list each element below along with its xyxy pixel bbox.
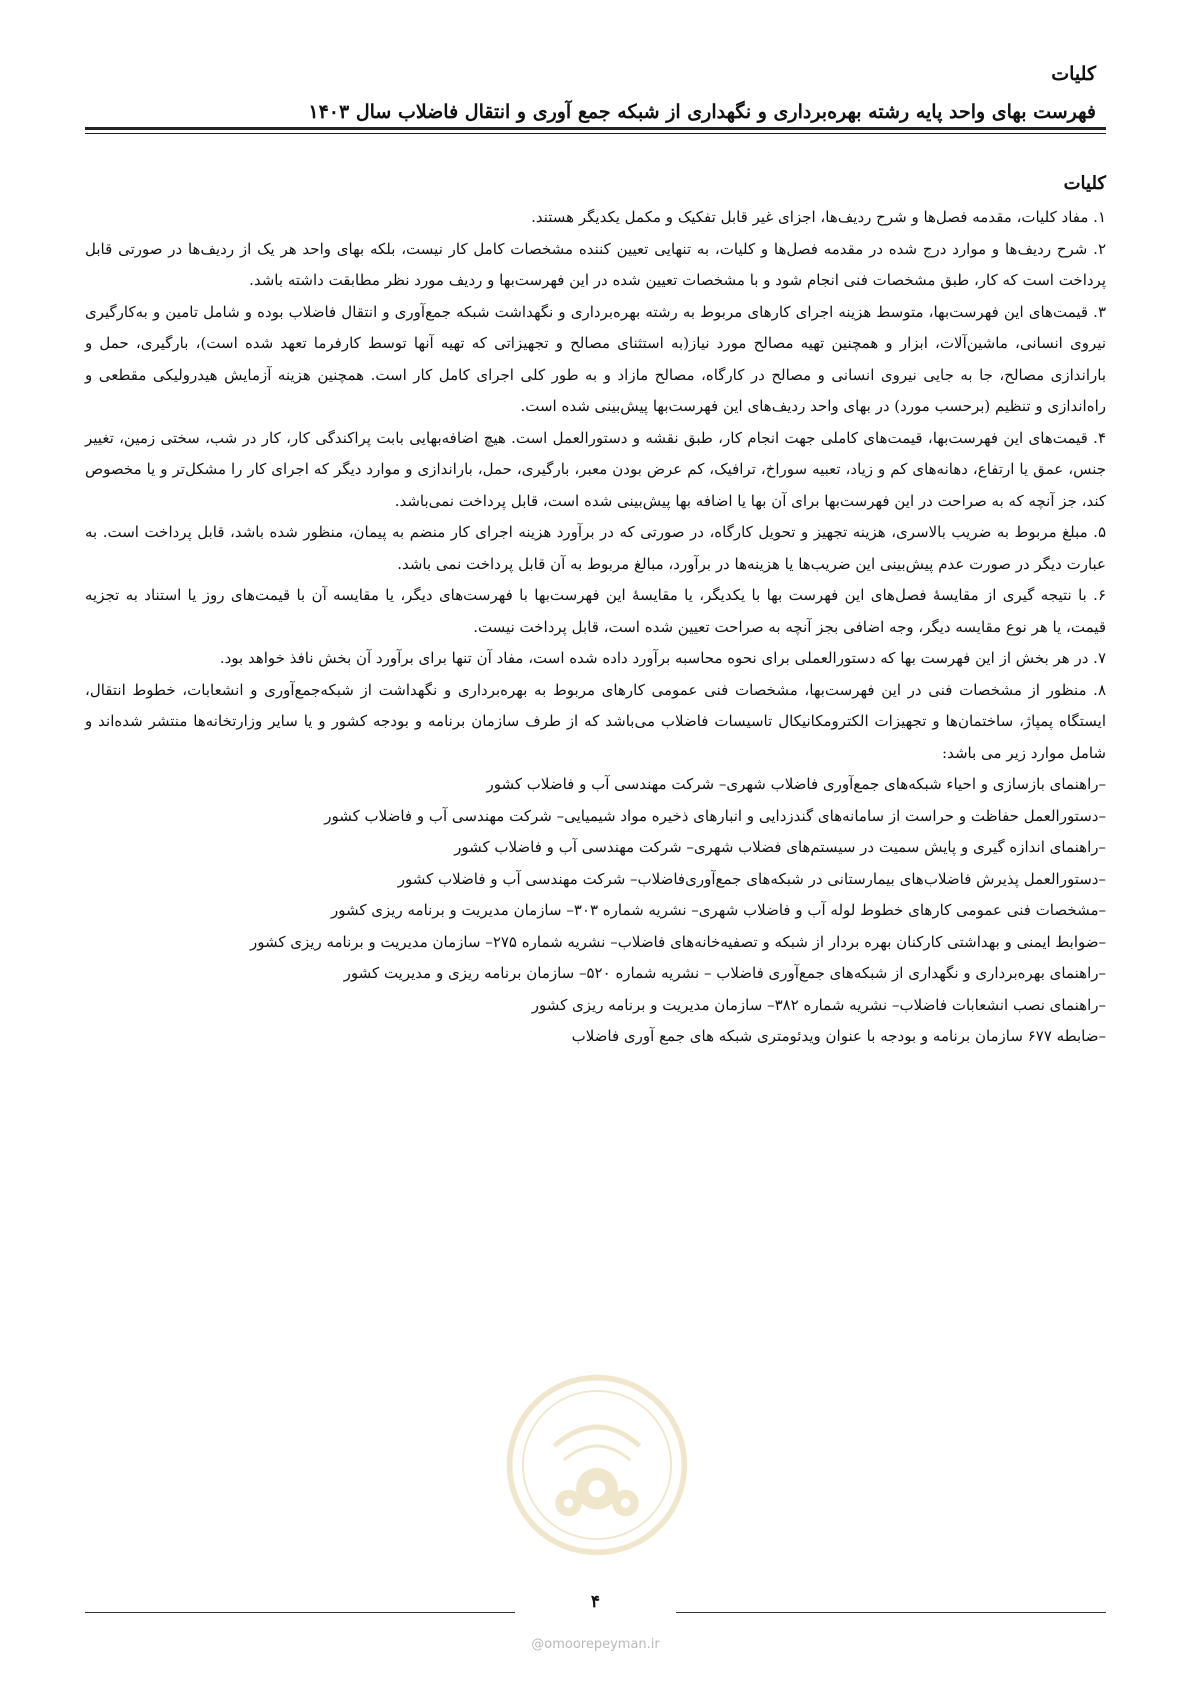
reference-item: –ضوابط ایمنی و بهداشتی کارکنان بهره بردار از شبکه و تصفیه‌خانه‌های فاضلاب– نشریه شماره ۲۷۵– سازمان مدیریت و برنامه ریزی کشور: [249, 932, 1106, 951]
paragraph-2: ۲. شرح ردیف‌ها و موارد درج شده در مقدمه فصل‌ها و کلیات، به تنهایی تعیین کننده مشخصات کامل کار نیست، بلکه بهای واحد هر یک از ردیف‌ها در صورتی قابل پرداخت است که کار، طبق مشخصات فنی انجام شود و با مشخصات تعیین شده در این فهرست‌بها و ردیف مورد نظر مطابقت داشته باشد.: [85, 239, 1106, 289]
paragraph-5: ۵. مبلغ مربوط به ضریب بالاسری، هزینه تجهیز و تحویل کارگاه، در صورتی که در برآورد هزینه اجرای کار منضم به پیمان، منظور شده باشد، قابل پرداخت است. به عبارت دیگر در صورت عدم پیش‌بینی این ضریب‌ها یا هزینه‌ها در برآورد، مبالغ مربوط به آن قابل پرداخت نمی باشد.: [85, 523, 1106, 573]
reference-item: –ضابطه ۶۷۷ سازمان برنامه و بودجه با عنوان ویدئومتری شبکه های جمع آوری فاضلاب: [571, 1027, 1106, 1045]
paragraph-1: ۱. مفاد کلیات، مقدمه فصل‌ها و شرح ردیف‌ها، اجزای غیر قابل تفکیک و مکمل یکدیگر هستند.: [531, 208, 1106, 226]
reference-item: –مشخصات فنی عمومی کارهای خطوط لوله آب و فاضلاب شهری– نشریه شماره ۳۰۳– سازمان مدیریت و برنامه ریزی کشور: [331, 901, 1106, 919]
reference-item: –راهنمای اندازه گیری و پایش سمیت در سیستم‌های فضلاب شهری– شرکت مهندسی آب و فاضلاب کشور: [454, 838, 1106, 856]
site-credit: @omoorepeyman.ir: [531, 1637, 660, 1652]
paragraph-3: ۳. قیمت‌های این فهرست‌بها، متوسط هزینه اجرای کارهای مربوط به رشته بهره‌برداری و نگهداشت شبکه جمع‌آوری و انتقال فاضلاب بوده و شامل تامین و به‌کارگیری نیروی انسانی، ماشین‌آلات، ابزار و همچنین تهیه مصالح مورد نیاز(به استثنای مصالح و تجهیزاتی که تهیه آنها توسط کارفرما تعهد شده است)، بارگیری، حمل و باراندازی مصالح، جا به جایی نیروی انسانی و مصالح در کارگاه، مصالح مازاد و به طور کلی اجرای کامل کار است. همچنین هزینه آزمایش هیدرولیکی مقطعی و راه‌اندازی و تنظیم (برحسب مورد) در بهای واحد ردیف‌های این فهرست‌بها پیش‌بینی شده است.: [85, 302, 1106, 415]
seal-watermark-icon: [502, 1370, 692, 1560]
reference-item: –راهنمای نصب انشعابات فاضلاب– نشریه شماره ۳۸۲– سازمان مدیریت و برنامه ریزی کشور: [531, 995, 1106, 1014]
paragraph-4: ۴. قیمت‌های این فهرست‌بها، قیمت‌های کاملی جهت انجام کار، طبق نقشه و دستورالعمل است. هیچ اضافه‌بهایی بابت پراکندگی کار، کار در شب، سختی زمین، تغییر جنس، عمق یا ارتفاع، دهانه‌های کم و زیاد، تعبیه سوراخ، ترافیک، کم عرض بودن معبر، بارگیری، حمل، باراندازی و موارد دیگر که اجرای کار را مشکل‌تر و یا مخصوص کند، جز آنچه که به صراحت در این فهرست‌بها برای آن بها یا اضافه بها پیش‌بینی شده است، قابل پرداخت نمی‌باشد.: [85, 428, 1106, 510]
paragraph-8: ۸. منظور از مشخصات فنی در این فهرست‌بها، مشخصات فنی عمومی کارهای مربوط به بهره‌برداری و نگهداشت از شبکه‌جمع‌آوری و انشعابات، خطوط انتقال، ایستگاه پمپاژ، ساختمان‌ها و تجهیزات الکترومکانیکال تاسیسات فاضلاب می‌باشد که از طرف سازمان برنامه و بودجه کشور و یا سایر وزارتخانه‌ها منتشر شده‌اند و شامل موارد زیر می باشد:: [85, 680, 1106, 762]
reference-item: –راهنمای بازسازی و احیاء شبکه‌های جمع‌آوری فاضلاب شهری– شرکت مهندسی آب و فاضلاب کشور: [486, 775, 1106, 793]
header-section-label: کلیات: [1051, 63, 1096, 85]
reference-item: –راهنمای بهره‌برداری و نگهداری از شبکه‌های جمع‌آوری فاضلاب – نشریه شماره ۵۲۰– سازمان برنامه ریزی و مدیریت کشور: [343, 964, 1106, 982]
header-rule-thick: [85, 127, 1106, 130]
header-rule-thin: [85, 133, 1106, 134]
header-document-title: فهرست بهای واحد پایه رشته بهره‌برداری و نگهداری از شبکه جمع آوری و انتقال فاضلاب سال ۱۴۰۳: [308, 101, 1096, 123]
reference-list: [85, 769, 1106, 1053]
footer-rule-left: [85, 1612, 515, 1613]
page-header: [95, 58, 1096, 128]
paragraph-7: ۷. در هر بخش از این فهرست بها که دستورالعملی برای نحوه محاسبه برآورد داده شده است، مفاد آن تنها برای برآورد آن بخش نافذ خواهد بود.: [219, 649, 1106, 667]
document-body: [85, 168, 1106, 1053]
reference-item: –دستورالعمل پذیرش فاضلاب‌های بیمارستانی در شبکه‌های جمع‌آوری‌فاضلاب– شرکت مهندسی آب و فاضلاب کشور: [397, 869, 1106, 888]
paragraph-6: ۶. با نتیجه گیری از مقایسهٔ فصل‌های این فهرست بها با یکدیگر، یا مقایسهٔ این فهرست‌بها با فهرست‌های دیگر، یا مقایسه آن با قیمت‌های روز یا استناد به تجزیه قیمت، یا هر نوع مقایسه دیگر، وجه اضافی بجز آنچه به صراحت تعیین شده است، قابل پرداخت نیست.: [85, 586, 1106, 636]
footer-rule-right: [676, 1612, 1106, 1613]
reference-item: –دستورالعمل حفاظت و حراست از سامانه‌های گندزدایی و انبارهای ذخیره مواد شیمیایی– شرکت مهندسی آب و فاضلاب کشور: [324, 806, 1106, 825]
page-number: ۴: [590, 1592, 601, 1612]
section-title: کلیات: [1063, 173, 1106, 194]
